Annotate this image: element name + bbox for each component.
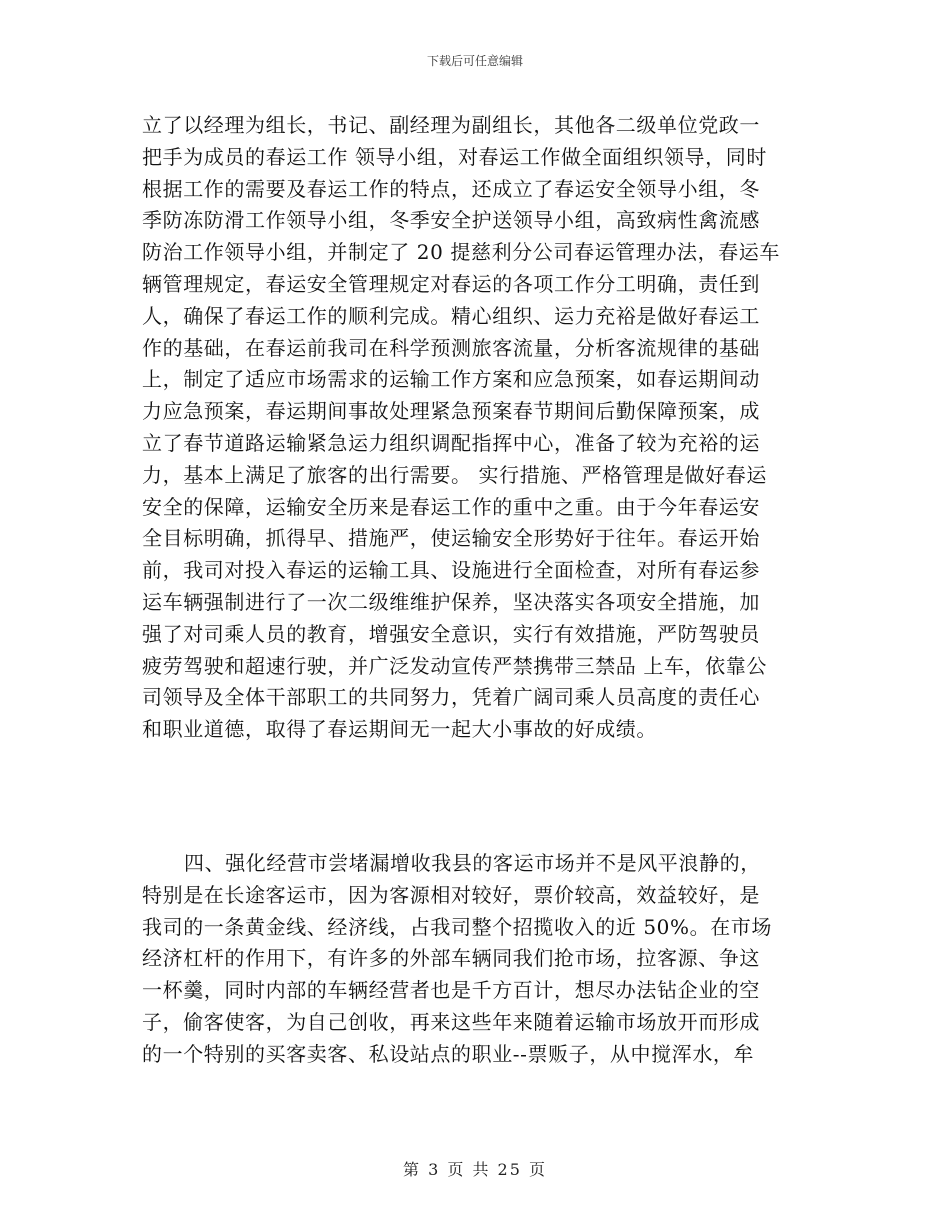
page-header: 下载后可任意编辑 — [426, 54, 523, 68]
text-line: 辆管理规定，春运安全管理规定对春运的各项工作分工明确，责任到 — [142, 271, 760, 296]
text-line: 人，确保了春运工作的顺利完成。精心组织、运力充裕是做好春运工 — [142, 303, 760, 328]
text-line: 安全的保障，运输安全历来是春运工作的重中之重。由于今年春运安 — [142, 494, 760, 519]
text-line: 上，制定了适应市场需求的运输工作方案和应急预案，如春运期间动 — [142, 367, 760, 392]
text-line: 我司的一条黄金线、经济线，占我司整个招揽收入的近 50%。在市场 — [142, 914, 773, 939]
text-line: 强了对司乘人员的教育，增强安全意识，实行有效措施，严防驾驶员 — [142, 621, 760, 646]
text-line: 前，我司对投入春运的运输工具、设施进行全面检查，对所有春运参 — [142, 558, 760, 583]
text-line: 经济杠杆的作用下，有许多的外部车辆同我们抢市场，拉客源、争这 — [142, 946, 760, 971]
text-line: 作的基础，在春运前我司在科学预测旅客流量，分析客流规律的基础 — [142, 335, 760, 360]
text-line: 司领导及全体干部职工的共同努力，凭着广阔司乘人员高度的责任心 — [142, 685, 760, 710]
text-line: 运车辆强制进行了一次二级维维护保养，坚决落实各项安全措施，加 — [142, 589, 760, 614]
text-line: 立了以经理为组长，书记、副经理为副组长，其他各二级单位党政一 — [142, 113, 760, 137]
text-line: 疲劳驾驶和超速行驶，并广泛发动宣传严禁携带三禁品 上车，依靠公 — [142, 653, 767, 678]
text-line: 立了春节道路运输紧急运力组织调配指挥中心，准备了较为充裕的运 — [142, 430, 760, 455]
text-line: 力，基本上满足了旅客的出行需要。 实行措施、严格管理是做好春运 — [142, 462, 767, 487]
text-line: 四、强化经营市尝堵漏增收我县的客运市场并不是风平浪静的， — [184, 851, 761, 875]
page-footer: 第 3 页 共 25 页 — [403, 1160, 547, 1179]
text-line: 季防冻防滑工作领导小组，冬季安全护送领导小组，高致病性禽流感 — [142, 208, 760, 233]
text-line: 子，偷客使客，为自己创收，再来这些年来随着运输市场放开而形成 — [142, 1009, 760, 1034]
text-line: 把手为成员的春运工作 领导小组，对春运工作做全面组织领导，同时 — [142, 144, 767, 169]
text-line: 特别是在长途客运市，因为客源相对较好，票价较高，效益较好，是 — [142, 882, 760, 907]
paragraph-2 — [142, 848, 810, 1071]
text-line: 力应急预案，春运期间事故处理紧急预案春节期间后勤保障预案，成 — [142, 399, 760, 424]
text-line: 根据工作的需要及春运工作的特点，还成立了春运安全领导小组，冬 — [142, 176, 760, 201]
text-line: 的一个特别的买客卖客、私设站点的职业--票贩子，从中搅浑水，牟 — [142, 1041, 755, 1066]
paragraph-1 — [142, 110, 810, 746]
text-line: 和职业道德，取得了春运期间无一起大小事故的好成绩。 — [142, 717, 657, 742]
text-line: 全目标明确，抓得早、措施严，使运输安全形势好于往年。春运开始 — [142, 526, 760, 551]
text-line: 一杯羹，同时内部的车辆经营者也是千方百计，想尽办法钻企业的空 — [142, 978, 760, 1003]
text-line: 防治工作领导小组，并制定了 20 提慈利分公司春运管理办法，春运车 — [142, 240, 780, 265]
